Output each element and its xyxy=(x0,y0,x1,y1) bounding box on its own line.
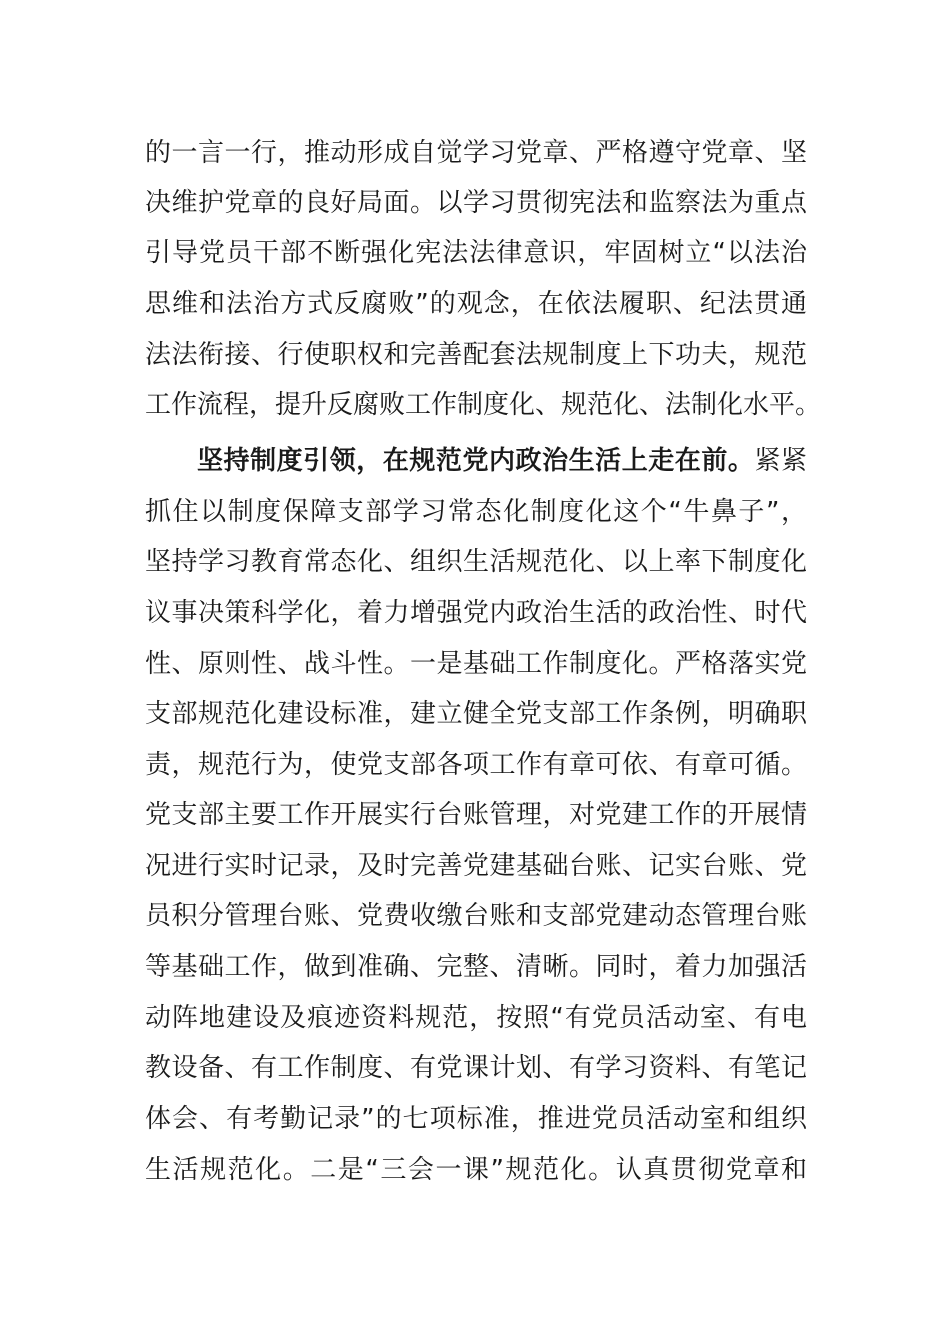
text-line: 决维护党章的良好局面。以学习贯彻宪法和监察法为重点 xyxy=(145,188,807,218)
text-line: 动阵地建设及痕迹资料规范，按照“有党员活动室、有电 xyxy=(145,1003,807,1033)
text-line: 支部规范化建设标准，建立健全党支部工作条例，明确职 xyxy=(145,699,807,729)
text-line: 工作流程，提升反腐败工作制度化、规范化、法制化水平。 xyxy=(145,390,822,420)
text-line: 坚持学习教育常态化、组织生活规范化、以上率下制度化 xyxy=(145,547,807,577)
paragraph-heading: 坚持制度引领，在规范党内政治生活上走在前。 xyxy=(197,446,755,476)
text-line: 体会、有考勤记录”的七项标准，推进党员活动室和组织 xyxy=(145,1104,807,1134)
paragraph-heading-line xyxy=(197,441,807,481)
text-line: 生活规范化。二是“三会一课”规范化。认真贯彻党章和 xyxy=(145,1155,807,1185)
text-line: 教设备、有工作制度、有党课计划、有学习资料、有笔记 xyxy=(145,1053,807,1083)
text-line: 员积分管理台账、党费收缴台账和支部党建动态管理台账 xyxy=(145,901,807,931)
text-line: 引导党员干部不断强化宪法法律意识，牢固树立“以法治 xyxy=(145,238,807,268)
text-line: 性、原则性、战斗性。一是基础工作制度化。严格落实党 xyxy=(145,649,807,679)
text-line: 议事决策科学化，着力增强党内政治生活的政治性、时代 xyxy=(145,598,807,628)
text-line: 责，规范行为，使党支部各项工作有章可依、有章可循。 xyxy=(145,750,807,780)
text-line: 的一言一行，推动形成自觉学习党章、严格遵守党章、坚 xyxy=(145,138,807,168)
text-line: 抓住以制度保障支部学习常态化制度化这个“牛鼻子”， xyxy=(145,497,807,527)
text-line: 等基础工作，做到准确、完整、清晰。同时，着力加强活 xyxy=(145,952,807,982)
text-line: 党支部主要工作开展实行台账管理，对党建工作的开展情 xyxy=(145,800,807,830)
text-line: 法法衔接、行使职权和完善配套法规制度上下功夫，规范 xyxy=(145,340,807,370)
text-line: 思维和法治方式反腐败”的观念，在依法履职、纪法贯通 xyxy=(145,289,807,319)
text-line: 况进行实时记录，及时完善党建基础台账、记实台账、党 xyxy=(145,851,807,881)
text-fragment: 紧紧 xyxy=(754,446,807,476)
